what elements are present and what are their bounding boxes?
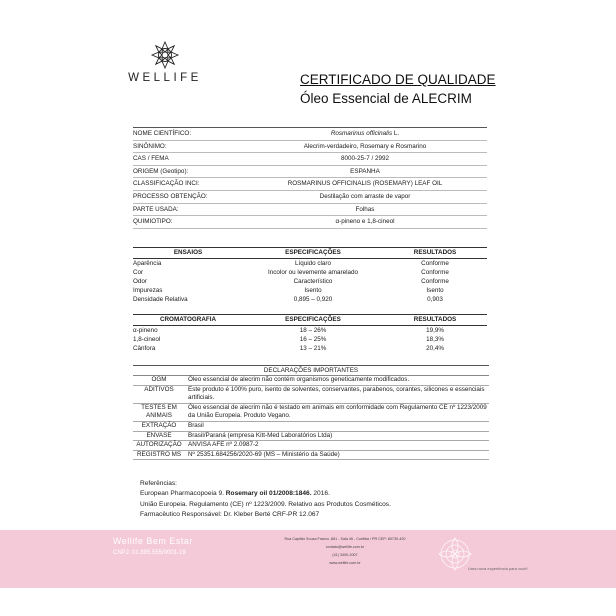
tests-cell: Isento bbox=[426, 286, 444, 294]
tests-cell: Conforme bbox=[421, 259, 449, 267]
declaration-value: Brasil bbox=[188, 421, 204, 429]
tests-header: RESULTADOS bbox=[413, 249, 457, 256]
tests-cell: Cor bbox=[133, 268, 144, 276]
chromatography-cell: α-pineno bbox=[133, 326, 158, 334]
chromatography-cell: 1,8-cineol bbox=[133, 335, 161, 343]
chromatography-cell: 18,3% bbox=[426, 335, 444, 343]
identity-label: PARTE USADA: bbox=[133, 205, 179, 213]
footer-phone: (41) 3400-2007 bbox=[332, 553, 358, 557]
tests-row bbox=[133, 268, 487, 277]
tests-cell: Conforme bbox=[421, 277, 449, 285]
chromatography-row bbox=[133, 344, 487, 353]
references bbox=[140, 479, 391, 521]
tests-header-row bbox=[133, 247, 487, 259]
chromatography-cell: 20,4% bbox=[426, 344, 444, 352]
identity-row bbox=[133, 153, 487, 166]
identity-value bbox=[243, 166, 487, 178]
chromatography-row bbox=[133, 326, 487, 335]
identity-label: ORIGEM (Geotipo): bbox=[133, 167, 189, 175]
identity-row bbox=[133, 178, 487, 191]
identity-row bbox=[133, 216, 487, 229]
declaration-row bbox=[133, 422, 489, 432]
declaration-key: AUTORIZAÇÃO bbox=[136, 441, 182, 449]
declaration-value: ANVISA AFE nº 2.0987-2 bbox=[188, 441, 259, 449]
declarations-title: DECLARAÇÕES IMPORTANTES bbox=[133, 366, 489, 376]
footer-tagline: Uma nova experiência para você! bbox=[468, 566, 528, 571]
identity-value bbox=[243, 128, 487, 140]
chromatography-cell: 16 – 25% bbox=[299, 335, 327, 343]
identity-value bbox=[243, 141, 487, 153]
reference-2: União Europeia. Regulamento (CE) nº 1223/2009. Relativo aos Produtos Cosméticos. bbox=[140, 500, 391, 508]
footer-contact bbox=[255, 535, 435, 567]
footer-banner bbox=[0, 530, 616, 588]
identity-label: PROCESSO OBTENÇÃO: bbox=[133, 192, 208, 200]
chromatography-header: CROMATOGRAFIA bbox=[159, 316, 217, 323]
identity-row bbox=[133, 204, 487, 217]
chromatography-cell: 13 – 21% bbox=[299, 344, 327, 352]
tests-row bbox=[133, 295, 487, 304]
declaration-value: Nº 25351.684256/2020-69 (MS – Ministério da Saúde) bbox=[188, 450, 340, 458]
identity-value bbox=[243, 191, 487, 203]
identity-value bbox=[243, 204, 487, 216]
identity-row bbox=[133, 166, 487, 179]
footer-cnpj: CNPJ: 01.895.555/0001-19 bbox=[113, 550, 186, 556]
identity-value bbox=[243, 216, 487, 228]
chromatography-row bbox=[133, 335, 487, 344]
identity-value-text: L. bbox=[392, 130, 400, 137]
tests-row bbox=[133, 259, 487, 268]
product-name: Óleo Essencial de ALECRIM bbox=[300, 91, 472, 106]
identity-row bbox=[133, 141, 487, 154]
tests-header: ESPECIFICAÇÕES bbox=[285, 249, 341, 256]
page-title: CERTIFICADO DE QUALIDADE bbox=[300, 72, 496, 87]
identity-label: CAS / FEMA bbox=[133, 155, 169, 163]
declaration-key: OGM bbox=[151, 376, 167, 383]
declaration-row bbox=[133, 386, 489, 404]
declaration-value: Óleo essencial de alecrim não é testado em animais em conformidade com Regulamento CE nº 1223/2009 da União Europeia. Produto Vegano. bbox=[188, 403, 487, 420]
declaration-row bbox=[133, 451, 489, 461]
tests-row bbox=[133, 277, 487, 286]
reference-1: European Pharmacopoeia 9. Rosemary oil 01/2008:1846. 2016. bbox=[140, 490, 330, 498]
tests-cell: Odor bbox=[133, 277, 147, 285]
declaration-row bbox=[133, 404, 489, 422]
tests-cell: Característico bbox=[293, 277, 333, 285]
pharmacist-line: Farmacêutico Responsável: Dr. Kleber Berté CRF-PR 12.067 bbox=[140, 511, 320, 519]
footer-address: Rua Capitão Souza Franco ,881 - Sala 46 - Curitiba / PR CEP: 80730-420 bbox=[284, 537, 406, 541]
tests-cell: Conforme bbox=[421, 268, 449, 276]
identity-value-text: Destilação com arraste de vapor bbox=[319, 192, 411, 200]
footer-email[interactable]: contato@wellife.com.br bbox=[325, 545, 365, 549]
declaration-row bbox=[133, 432, 489, 442]
footer-brand: Wellife Bem Estar bbox=[113, 536, 193, 546]
tests-cell: Impurezas bbox=[133, 286, 163, 294]
chromatography-cell: 18 – 26% bbox=[299, 326, 327, 334]
tests-row bbox=[133, 286, 487, 295]
identity-value-text: α-pineno e 1,8-cineol bbox=[335, 218, 395, 226]
identity-value-text: 8000-25-7 / 2992 bbox=[341, 155, 389, 163]
declaration-row bbox=[133, 441, 489, 451]
tests-cell: 0,903 bbox=[427, 295, 443, 303]
declaration-value: Este produto é 100% puro, isento de solventes, conservantes, parabenos, corantes, silicones e essenciais artificiais. bbox=[188, 385, 485, 402]
tests-cell: Líquido claro bbox=[294, 259, 332, 267]
mandala-icon bbox=[150, 40, 180, 70]
tests-header: ENSAIOS bbox=[173, 249, 203, 256]
identity-row bbox=[133, 191, 487, 204]
declaration-row bbox=[133, 376, 489, 386]
tests-table bbox=[133, 247, 487, 304]
identity-table bbox=[133, 127, 487, 229]
brand-logo bbox=[120, 40, 210, 84]
identity-value bbox=[243, 178, 487, 190]
tests-cell: Isento bbox=[304, 286, 322, 294]
footer-site[interactable]: www.wellife.com.br bbox=[329, 561, 361, 565]
declaration-key: TESTES EM ANIMAIS bbox=[141, 403, 177, 420]
identity-value-text: ROSMARINUS OFFICINALIS (ROSEMARY) LEAF OIL bbox=[287, 180, 443, 188]
brand-name: WELLIFE bbox=[128, 72, 202, 84]
declaration-value: Brasil/Paraná (empresa Kitt-Med Laboratórios Ltda) bbox=[188, 431, 333, 439]
identity-row bbox=[133, 128, 487, 141]
tests-cell: Densidade Relativa bbox=[133, 295, 188, 303]
references-title: Referências: bbox=[140, 480, 178, 487]
identity-value-text: Alecrim-verdadeiro, Rosemary e Rosmarino bbox=[303, 142, 427, 150]
identity-value bbox=[243, 153, 487, 165]
identity-label: SINÔNIMO: bbox=[133, 142, 167, 150]
chromatography-cell: Cânfora bbox=[133, 344, 156, 352]
chromatography-header: ESPECIFICAÇÕES bbox=[285, 316, 341, 323]
tests-cell: Aparência bbox=[133, 259, 162, 267]
declarations-table bbox=[133, 365, 489, 460]
declaration-key: EXTRAÇÃO bbox=[141, 421, 177, 429]
declaration-key: ADITIVOS bbox=[144, 385, 174, 393]
chromatography-table bbox=[133, 314, 487, 353]
identity-value-italic: Rosmarinus officinalis bbox=[330, 130, 393, 137]
declaration-key: REGISTRO MS bbox=[136, 450, 182, 458]
identity-label: NOME CIENTÍFICO: bbox=[133, 130, 192, 137]
tests-cell: Incolor ou levemente amarelado bbox=[268, 268, 358, 276]
declaration-value: Óleo essencial de alecrim não contém organismos geneticamente modificados. bbox=[188, 376, 410, 383]
declaration-key: ENVASE bbox=[146, 431, 172, 439]
identity-value-text: Folhas bbox=[355, 205, 375, 213]
chromatography-header-row bbox=[133, 314, 487, 326]
identity-value-text: ESPANHA bbox=[350, 167, 380, 175]
chromatography-header: RESULTADOS bbox=[413, 316, 457, 323]
identity-label: QUIMIOTIPO: bbox=[133, 218, 173, 226]
tests-cell: 0,895 – 0,920 bbox=[293, 295, 333, 303]
chromatography-cell: 19,9% bbox=[426, 326, 444, 334]
identity-label: CLASSIFICAÇÃO INCI: bbox=[133, 180, 200, 188]
